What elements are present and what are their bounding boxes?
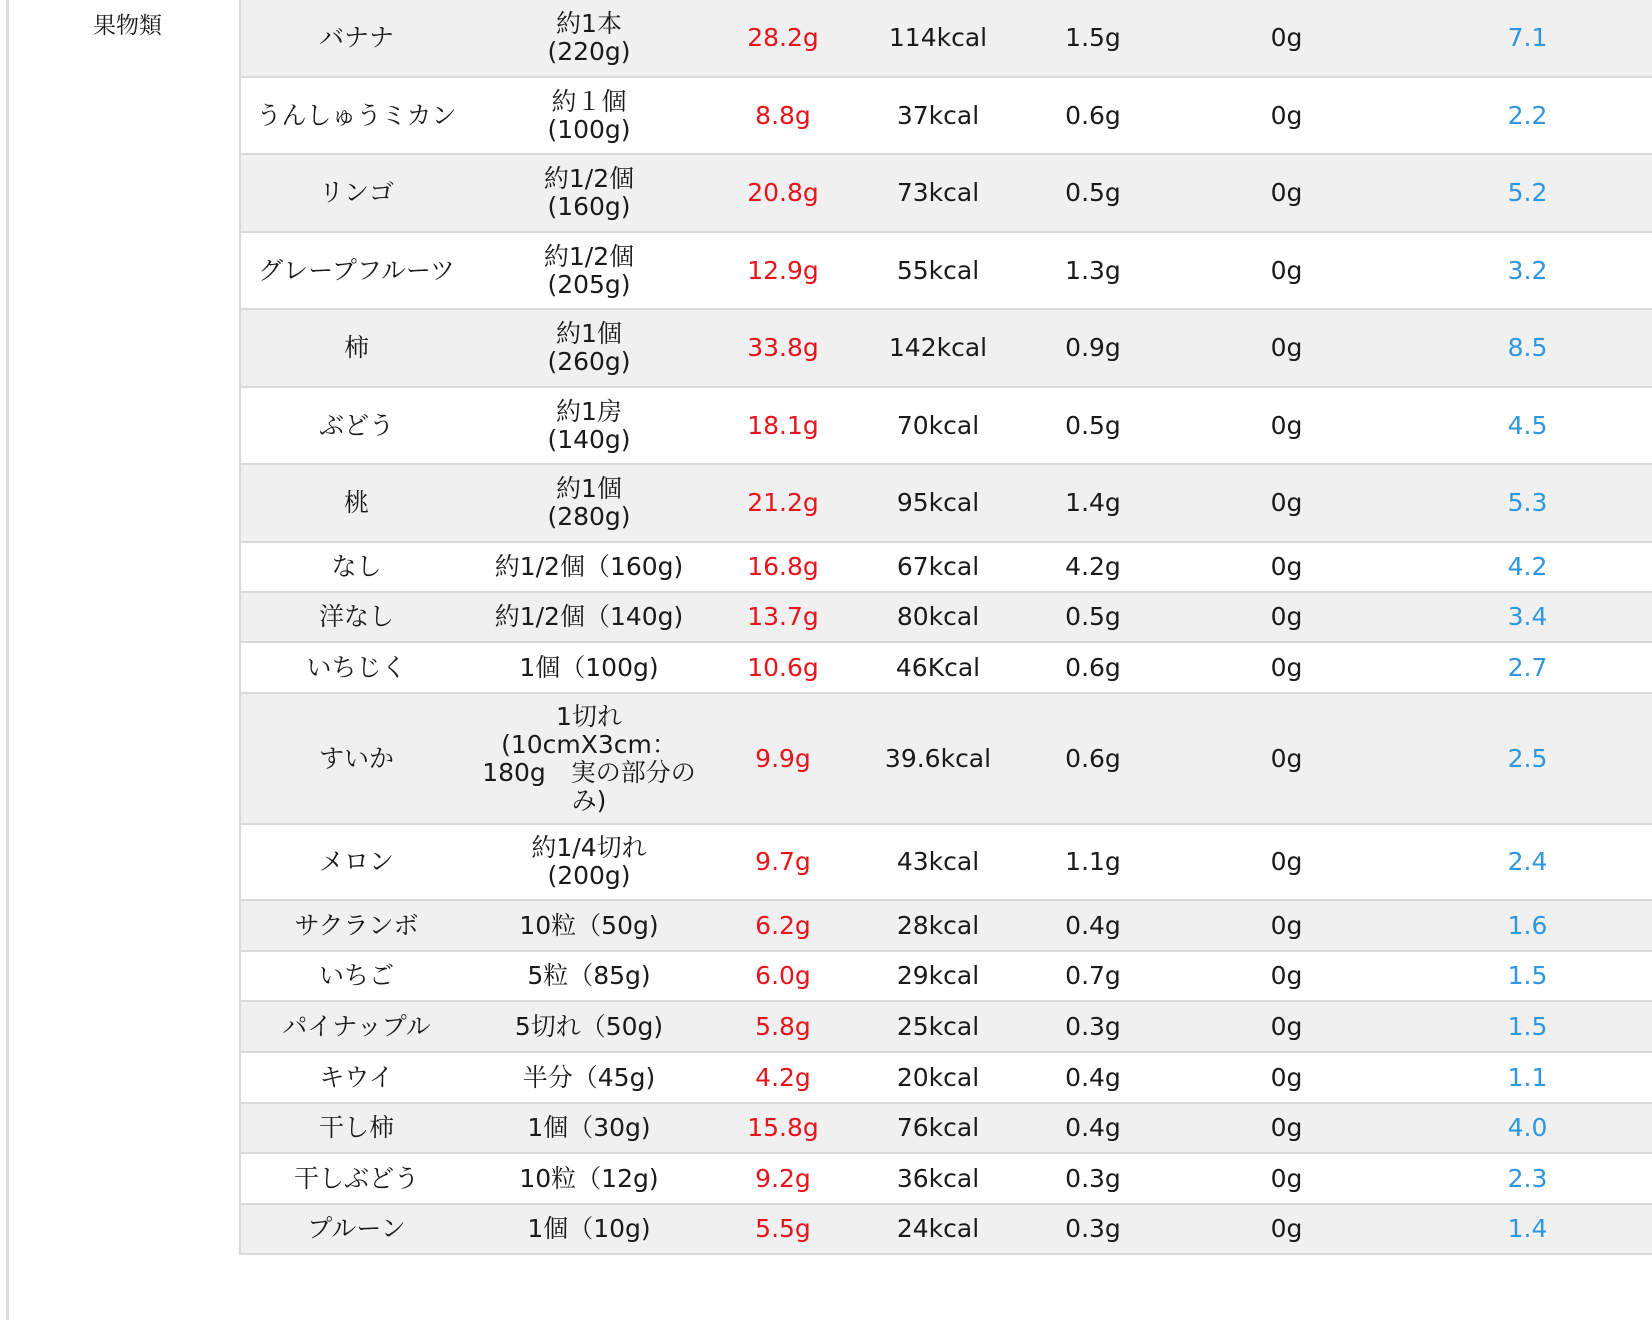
- serving-amount-cell: 1個（30g): [472, 1103, 706, 1153]
- fat-cell: 0g: [1170, 1204, 1403, 1254]
- calorie-cell: 37kcal: [860, 77, 1016, 154]
- calorie-cell: 46Kcal: [860, 642, 1016, 693]
- protein-cell: 0.5g: [1016, 387, 1170, 464]
- fat-cell: 0g: [1170, 642, 1403, 693]
- fat-cell: 0g: [1170, 154, 1403, 232]
- sugar-cube-count-cell: 4.2: [1403, 542, 1652, 592]
- fat-cell: 0g: [1170, 1001, 1403, 1052]
- sugar-cube-count-cell: 1.4: [1403, 1204, 1652, 1254]
- table-row: [9, 592, 1652, 642]
- fruit-nutrition-table: [9, 0, 1652, 1255]
- carbohydrate-cell: 9.2g: [706, 1153, 860, 1204]
- protein-cell: 0.4g: [1016, 1103, 1170, 1153]
- calorie-cell: 36kcal: [860, 1153, 1016, 1204]
- carbohydrate-cell: 6.0g: [706, 951, 860, 1001]
- serving-amount-cell: 約1/2個（140g): [472, 592, 706, 642]
- serving-amount-cell: 約1/4切れ (200g): [472, 824, 706, 900]
- protein-cell: 0.3g: [1016, 1204, 1170, 1254]
- sugar-cube-count-cell: 8.5: [1403, 309, 1652, 387]
- serving-amount-cell: 1切れ (10cmX3cm： 180g 実の部分の み): [472, 693, 706, 824]
- table-row: [9, 464, 1652, 542]
- serving-amount-cell: 約1個 (260g): [472, 309, 706, 387]
- sugar-cube-count-cell: 2.5: [1403, 693, 1652, 824]
- serving-amount-cell: 約1/2個 (160g): [472, 154, 706, 232]
- fat-cell: 0g: [1170, 951, 1403, 1001]
- serving-amount-cell: 半分（45g): [472, 1052, 706, 1103]
- carbohydrate-cell: 5.5g: [706, 1204, 860, 1254]
- serving-amount-cell: 5切れ（50g): [472, 1001, 706, 1052]
- protein-cell: 0.6g: [1016, 77, 1170, 154]
- table-row: [9, 1153, 1652, 1204]
- sugar-cube-count-cell: 1.1: [1403, 1052, 1652, 1103]
- fat-cell: 0g: [1170, 77, 1403, 154]
- serving-amount-cell: 1個（100g): [472, 642, 706, 693]
- fat-cell: 0g: [1170, 232, 1403, 309]
- calorie-cell: 114kcal: [860, 0, 1016, 77]
- calorie-cell: 28kcal: [860, 900, 1016, 951]
- table-row: [9, 542, 1652, 592]
- carbohydrate-cell: 20.8g: [706, 154, 860, 232]
- food-name-cell: バナナ: [240, 0, 472, 77]
- food-name-cell: 柿: [240, 309, 472, 387]
- sugar-cube-count-cell: 1.5: [1403, 951, 1652, 1001]
- protein-cell: 1.5g: [1016, 0, 1170, 77]
- fat-cell: 0g: [1170, 693, 1403, 824]
- table-row: [9, 824, 1652, 900]
- food-name-cell: ぶどう: [240, 387, 472, 464]
- carbohydrate-cell: 6.2g: [706, 900, 860, 951]
- fat-cell: 0g: [1170, 1153, 1403, 1204]
- serving-amount-cell: 5粒（85g): [472, 951, 706, 1001]
- fat-cell: 0g: [1170, 542, 1403, 592]
- food-name-cell: なし: [240, 542, 472, 592]
- carbohydrate-cell: 10.6g: [706, 642, 860, 693]
- calorie-cell: 142kcal: [860, 309, 1016, 387]
- food-name-cell: サクランボ: [240, 900, 472, 951]
- sugar-cube-count-cell: 7.1: [1403, 0, 1652, 77]
- protein-cell: 0.6g: [1016, 642, 1170, 693]
- carbohydrate-cell: 5.8g: [706, 1001, 860, 1052]
- food-name-cell: 干しぶどう: [240, 1153, 472, 1204]
- food-name-cell: メロン: [240, 824, 472, 900]
- food-name-cell: キウイ: [240, 1052, 472, 1103]
- fat-cell: 0g: [1170, 900, 1403, 951]
- protein-cell: 1.1g: [1016, 824, 1170, 900]
- calorie-cell: 95kcal: [860, 464, 1016, 542]
- calorie-cell: 43kcal: [860, 824, 1016, 900]
- table-row: [9, 77, 1652, 154]
- serving-amount-cell: 約1/2個（160g): [472, 542, 706, 592]
- protein-cell: 0.6g: [1016, 693, 1170, 824]
- table-row: [9, 1001, 1652, 1052]
- protein-cell: 4.2g: [1016, 542, 1170, 592]
- table-body: [9, 0, 1652, 1254]
- carbohydrate-cell: 15.8g: [706, 1103, 860, 1153]
- sugar-cube-count-cell: 5.3: [1403, 464, 1652, 542]
- fat-cell: 0g: [1170, 387, 1403, 464]
- sugar-cube-count-cell: 2.3: [1403, 1153, 1652, 1204]
- fat-cell: 0g: [1170, 1103, 1403, 1153]
- table-row: [9, 693, 1652, 824]
- protein-cell: 1.4g: [1016, 464, 1170, 542]
- carbohydrate-cell: 8.8g: [706, 77, 860, 154]
- sugar-cube-count-cell: 4.5: [1403, 387, 1652, 464]
- protein-cell: 0.4g: [1016, 1052, 1170, 1103]
- protein-cell: 1.3g: [1016, 232, 1170, 309]
- fat-cell: 0g: [1170, 309, 1403, 387]
- protein-cell: 0.9g: [1016, 309, 1170, 387]
- protein-cell: 0.3g: [1016, 1153, 1170, 1204]
- food-name-cell: グレープフルーツ: [240, 232, 472, 309]
- food-name-cell: 干し柿: [240, 1103, 472, 1153]
- fat-cell: 0g: [1170, 824, 1403, 900]
- carbohydrate-cell: 18.1g: [706, 387, 860, 464]
- sugar-cube-count-cell: 2.7: [1403, 642, 1652, 693]
- table-row: [9, 900, 1652, 951]
- food-name-cell: リンゴ: [240, 154, 472, 232]
- sugar-cube-count-cell: 1.5: [1403, 1001, 1652, 1052]
- table-row: [9, 387, 1652, 464]
- serving-amount-cell: 10粒（12g): [472, 1153, 706, 1204]
- carbohydrate-cell: 12.9g: [706, 232, 860, 309]
- calorie-cell: 76kcal: [860, 1103, 1016, 1153]
- sugar-cube-count-cell: 4.0: [1403, 1103, 1652, 1153]
- serving-amount-cell: 約1房 (140g): [472, 387, 706, 464]
- calorie-cell: 24kcal: [860, 1204, 1016, 1254]
- sugar-cube-count-cell: 2.2: [1403, 77, 1652, 154]
- carbohydrate-cell: 21.2g: [706, 464, 860, 542]
- calorie-cell: 67kcal: [860, 542, 1016, 592]
- food-name-cell: いちご: [240, 951, 472, 1001]
- fat-cell: 0g: [1170, 592, 1403, 642]
- carbohydrate-cell: 9.9g: [706, 693, 860, 824]
- protein-cell: 0.3g: [1016, 1001, 1170, 1052]
- table-row: [9, 309, 1652, 387]
- carbohydrate-cell: 4.2g: [706, 1052, 860, 1103]
- serving-amount-cell: 約1個 (280g): [472, 464, 706, 542]
- table-row: [9, 951, 1652, 1001]
- calorie-cell: 20kcal: [860, 1052, 1016, 1103]
- serving-amount-cell: 10粒（50g): [472, 900, 706, 951]
- sugar-cube-count-cell: 2.4: [1403, 824, 1652, 900]
- carbohydrate-cell: 28.2g: [706, 0, 860, 77]
- calorie-cell: 29kcal: [860, 951, 1016, 1001]
- fat-cell: 0g: [1170, 0, 1403, 77]
- sugar-cube-count-cell: 1.6: [1403, 900, 1652, 951]
- calorie-cell: 39.6kcal: [860, 693, 1016, 824]
- calorie-cell: 80kcal: [860, 592, 1016, 642]
- calorie-cell: 70kcal: [860, 387, 1016, 464]
- calorie-cell: 55kcal: [860, 232, 1016, 309]
- serving-amount-cell: 約1本 (220g): [472, 0, 706, 77]
- serving-amount-cell: 1個（10g): [472, 1204, 706, 1254]
- calorie-cell: 25kcal: [860, 1001, 1016, 1052]
- carbohydrate-cell: 9.7g: [706, 824, 860, 900]
- food-name-cell: 洋なし: [240, 592, 472, 642]
- carbohydrate-cell: 13.7g: [706, 592, 860, 642]
- protein-cell: 0.4g: [1016, 900, 1170, 951]
- protein-cell: 0.5g: [1016, 154, 1170, 232]
- serving-amount-cell: 約1/2個 (205g): [472, 232, 706, 309]
- table-row: [9, 232, 1652, 309]
- table-row: [9, 1052, 1652, 1103]
- food-name-cell: パイナップル: [240, 1001, 472, 1052]
- fat-cell: 0g: [1170, 1052, 1403, 1103]
- fat-cell: 0g: [1170, 464, 1403, 542]
- food-name-cell: 桃: [240, 464, 472, 542]
- serving-amount-cell: 約１個 (100g): [472, 77, 706, 154]
- food-name-cell: うんしゅうミカン: [240, 77, 472, 154]
- food-name-cell: プルーン: [240, 1204, 472, 1254]
- carbohydrate-cell: 33.8g: [706, 309, 860, 387]
- table-row: [9, 154, 1652, 232]
- protein-cell: 0.5g: [1016, 592, 1170, 642]
- category-label: 果物類: [9, 0, 240, 1254]
- sugar-cube-count-cell: 5.2: [1403, 154, 1652, 232]
- table-row: [9, 1103, 1652, 1153]
- table-row: [9, 642, 1652, 693]
- sugar-cube-count-cell: 3.4: [1403, 592, 1652, 642]
- food-name-cell: すいか: [240, 693, 472, 824]
- table-row: [9, 0, 1652, 77]
- food-name-cell: いちじく: [240, 642, 472, 693]
- sugar-cube-count-cell: 3.2: [1403, 232, 1652, 309]
- protein-cell: 0.7g: [1016, 951, 1170, 1001]
- table-row: [9, 1204, 1652, 1254]
- carbohydrate-cell: 16.8g: [706, 542, 860, 592]
- calorie-cell: 73kcal: [860, 154, 1016, 232]
